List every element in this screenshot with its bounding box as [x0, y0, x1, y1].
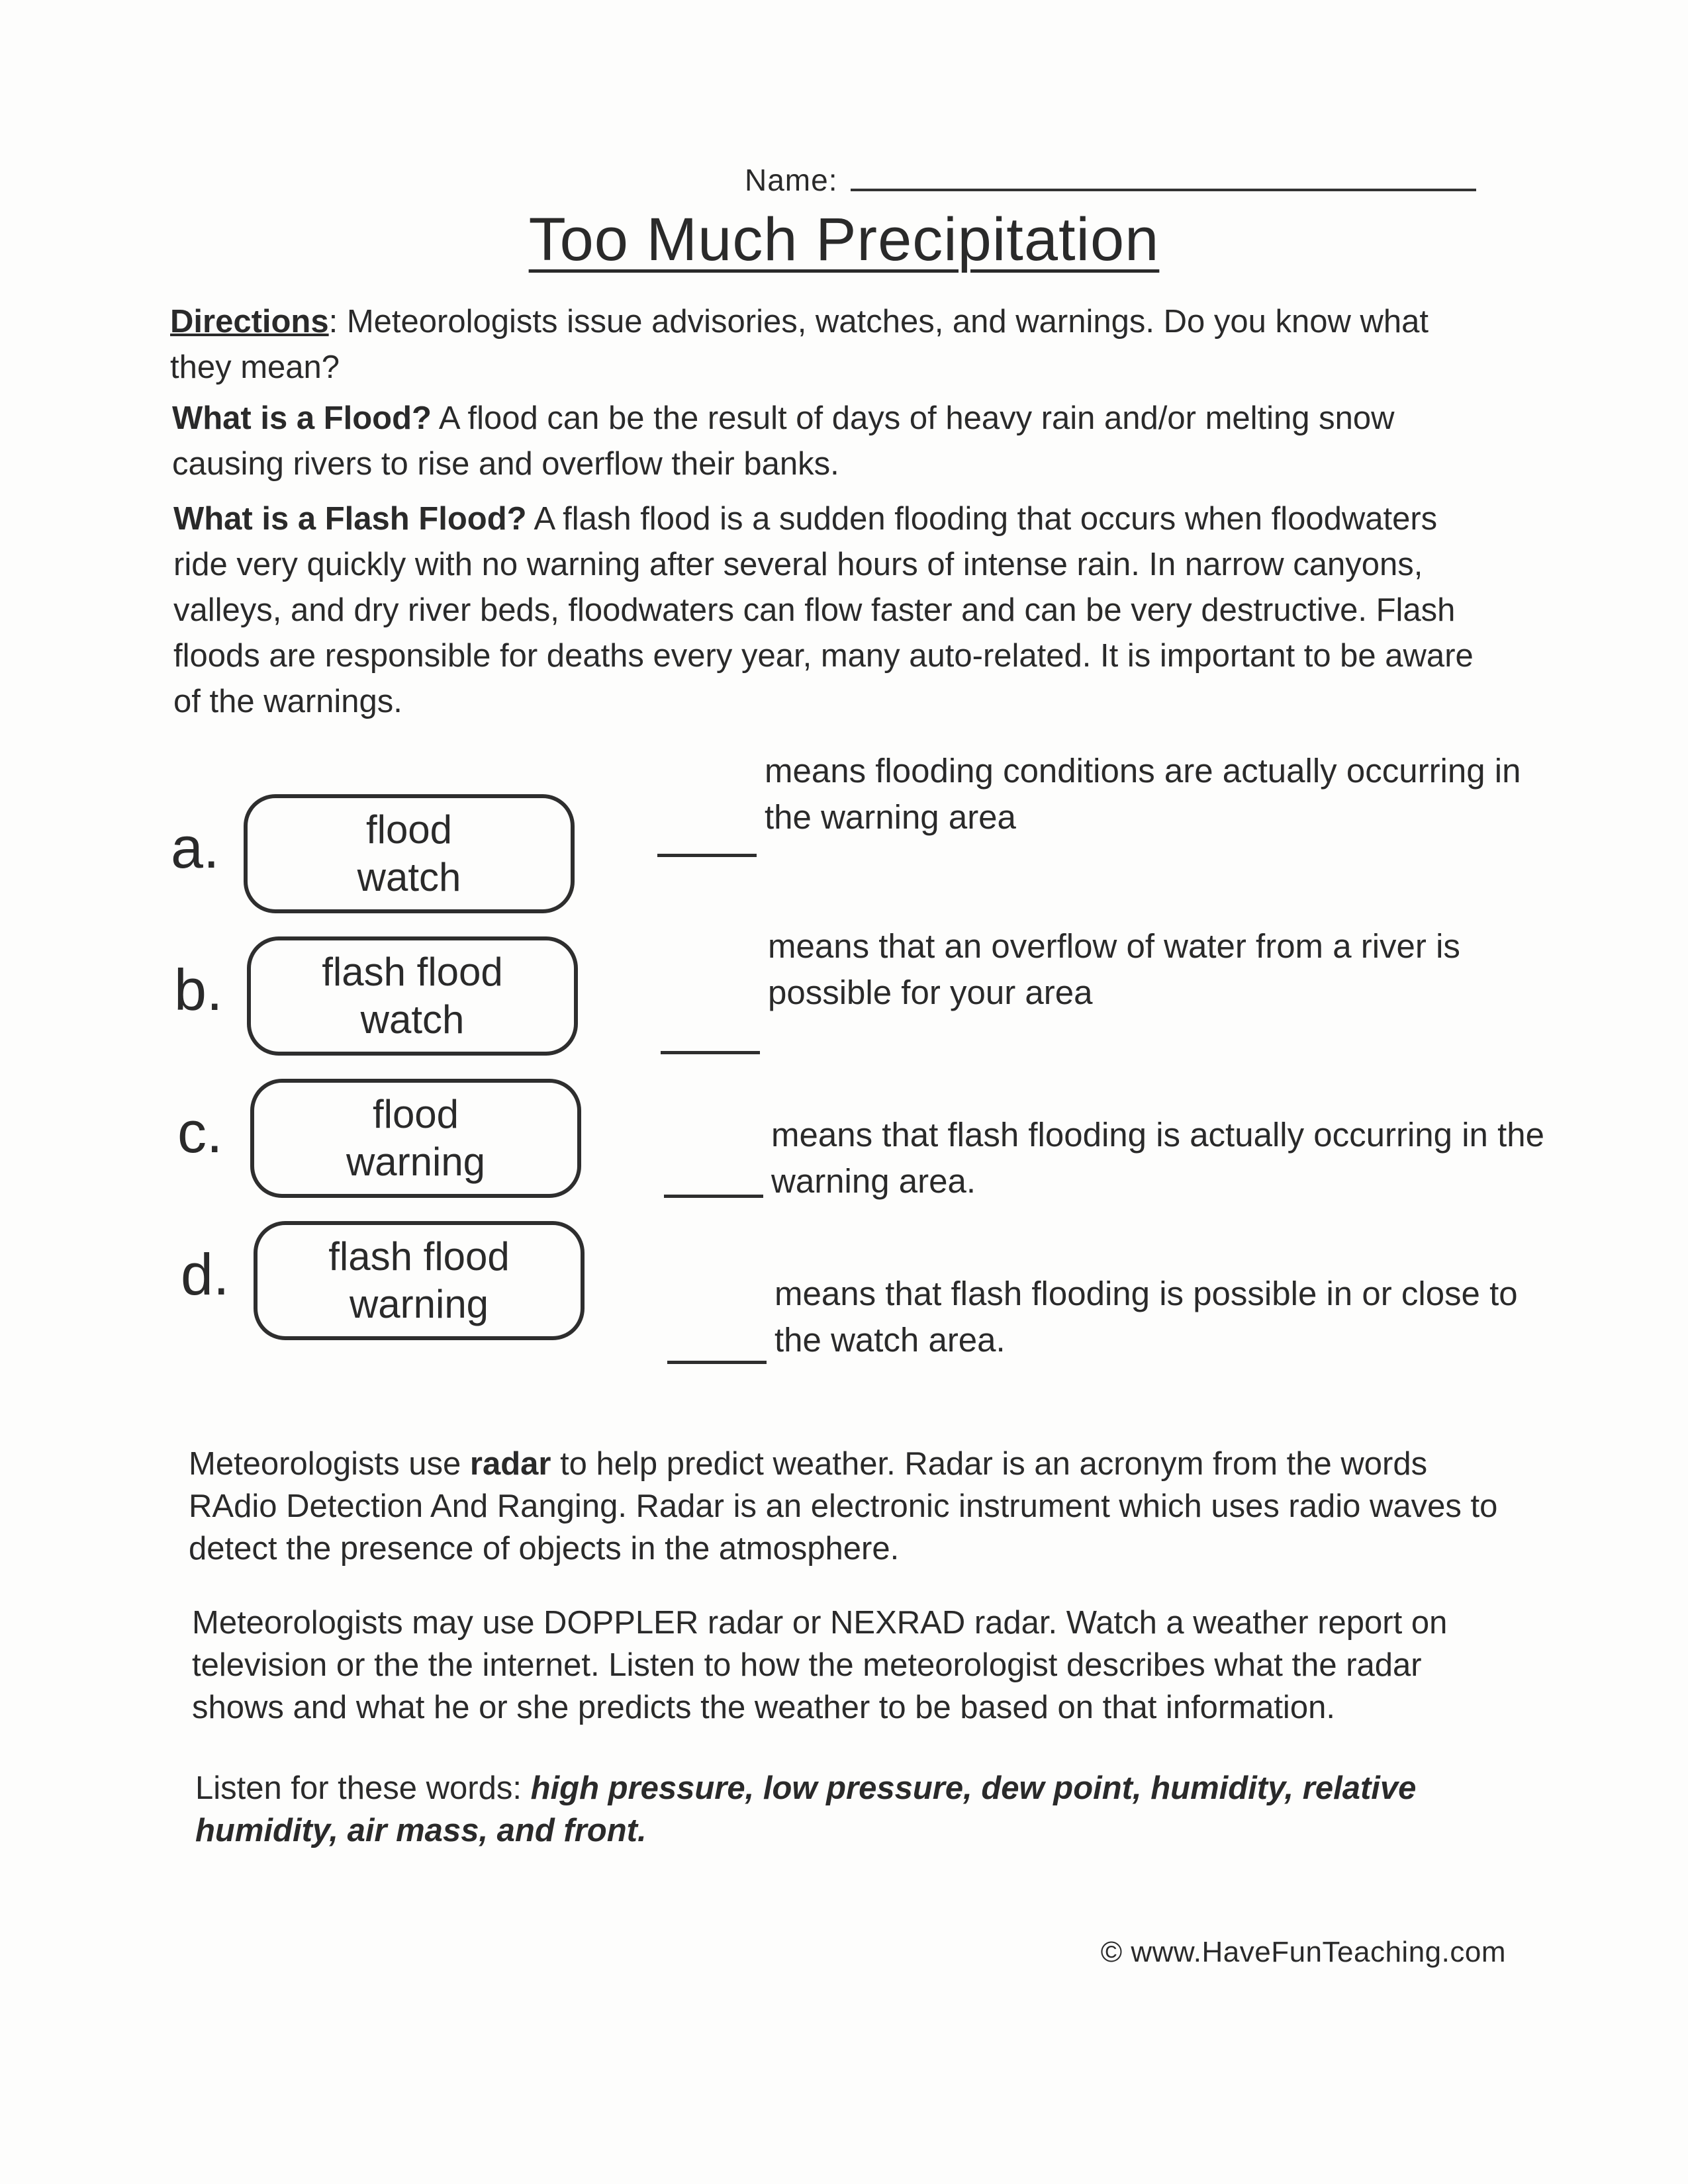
- listen-paragraph: [195, 1767, 1506, 1852]
- term-letter-d: d.: [181, 1242, 230, 1307]
- directions-label: Directions: [170, 304, 329, 340]
- name-blank-line: [851, 189, 1476, 191]
- flash-flood-definition-paragraph: [173, 496, 1484, 725]
- radar-bold-word: radar: [469, 1446, 551, 1482]
- term-line: flood: [365, 807, 453, 852]
- flash-flood-question: What is a Flash Flood?: [173, 501, 527, 537]
- doppler-paragraph: Meteorologists may use DOPPLER radar or NEXRAD radar. Watch a weather report on television or the the internet. Listen to how the meteorologist describes what the radar shows and what he or she predicts the weather to be based on that information.: [192, 1605, 1448, 1725]
- term-box-flood-watch: [244, 794, 575, 913]
- radar-paragraph: [189, 1443, 1499, 1570]
- term-box-flash-flood-watch: [247, 936, 578, 1056]
- term-line: warning: [349, 1282, 489, 1326]
- term-letter-a: a.: [171, 815, 220, 880]
- page-title: Too Much Precipitation: [528, 206, 1160, 273]
- copyright-footer: © www.HaveFunTeaching.com: [1100, 1936, 1506, 1968]
- answer-blank-2[interactable]: [661, 1051, 760, 1054]
- term-line: flash flood: [322, 950, 503, 994]
- listen-intro: Listen for these words:: [195, 1770, 531, 1806]
- answer-blank-3[interactable]: [664, 1195, 763, 1198]
- term-line: flash flood: [328, 1234, 510, 1279]
- definition-1: means flooding conditions are actually occurring in the warning area: [765, 752, 1521, 836]
- term-letter-b: b.: [174, 957, 223, 1023]
- definition-4: means that flash flooding is possible in or close to the watch area.: [774, 1275, 1518, 1359]
- listen-words: high pressure, low pressure, dew point, humidity, relative humidity, air mass, and front.: [195, 1770, 1417, 1848]
- directions-text: : Meteorologists issue advisories, watches, and warnings. Do you know what they mean?: [170, 304, 1429, 385]
- directions-paragraph: [170, 299, 1481, 390]
- definition-3: means that flash flooding is actually occurring in the warning area.: [771, 1116, 1544, 1200]
- term-line: watch: [357, 855, 461, 899]
- radar-text-1: Meteorologists use: [189, 1446, 470, 1482]
- definition-2: means that an overflow of water from a river is possible for your area: [768, 927, 1460, 1011]
- name-label: Name:: [745, 163, 838, 197]
- flash-flood-text: A flash flood is a sudden flooding that occurs when floodwaters ride very quickly with no warning after several hours of intense rain. In narrow canyons, valleys, and dry river beds, floodwaters can flow faster and can be very destructive. Flash floods are responsible for deaths every year, many auto-related. It is important to be aware of the warnings.: [173, 501, 1474, 719]
- answer-blank-1[interactable]: [657, 854, 757, 857]
- radar-text-2: to help predict weather. Radar is an acronym from the words RAdio Detection And Ranging. Radar is an electronic instrument which uses radio waves to detect the presence of objects in the atmosphere.: [189, 1446, 1498, 1567]
- flood-definition-paragraph: [172, 396, 1483, 487]
- flood-text: A flood can be the result of days of heavy rain and/or melting snow causing rivers to rise and overflow their banks.: [172, 400, 1395, 482]
- flood-question: What is a Flood?: [172, 400, 432, 436]
- term-letter-c: c.: [177, 1099, 223, 1165]
- term-line: warning: [346, 1140, 486, 1184]
- answer-blank-4[interactable]: [667, 1361, 767, 1364]
- term-box-flash-flood-warning: [254, 1221, 585, 1340]
- term-box-flood-warning: [250, 1079, 581, 1198]
- term-line: watch: [360, 997, 465, 1042]
- term-line: flood: [372, 1092, 459, 1136]
